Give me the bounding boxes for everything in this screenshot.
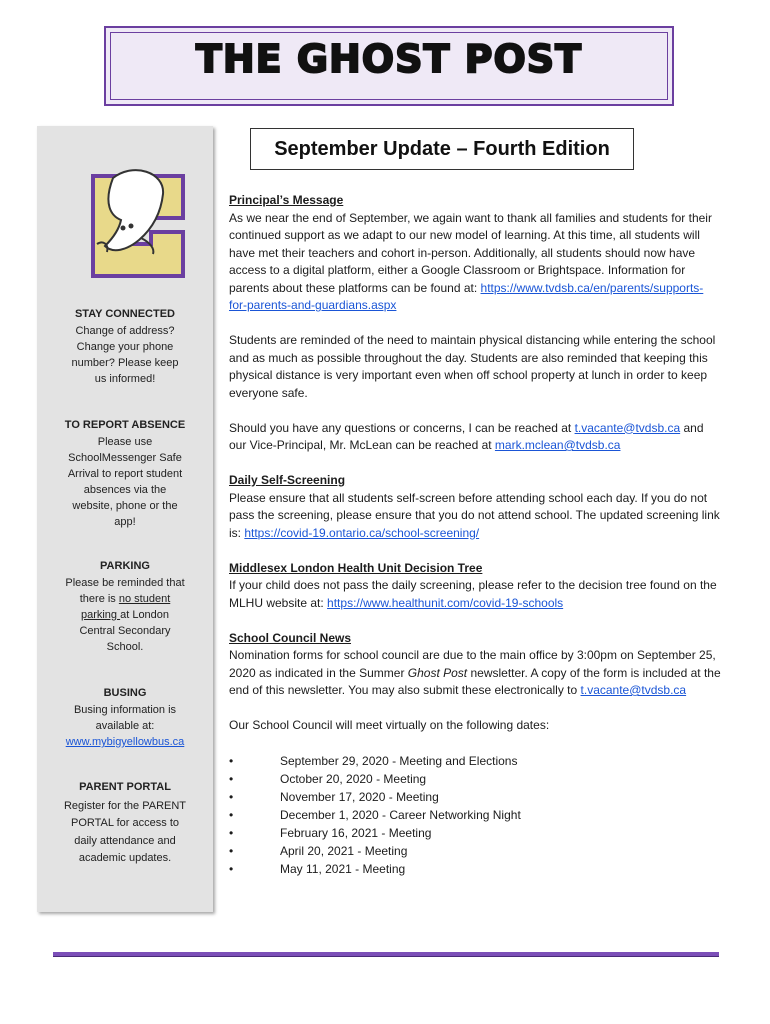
side-line: Please be reminded that [65, 577, 185, 589]
healthunit-link[interactable]: https://www.healthunit.com/covid-19-schools [327, 595, 564, 610]
list-item: • May 11, 2021 - Meeting [229, 860, 721, 878]
parking-section [37, 558, 213, 655]
side-line: SchoolMessenger Safe [68, 452, 182, 464]
list-item: • April 20, 2021 - Meeting [229, 842, 721, 860]
principal-email-link[interactable]: t.vacante@tvdsb.ca [574, 420, 681, 435]
school-council-heading: School Council News [229, 630, 352, 645]
side-line: Register for the PARENT [63, 799, 187, 812]
meetings-intro: Our School Council will meet virtually on the following dates: [229, 718, 550, 732]
parent-portal-section [37, 779, 213, 868]
council-body: Nomination forms for school council are due to the main office by 3:00pm on September 25, 2020 as indicated in the Summer [229, 648, 716, 680]
newsletter-title: THE GHOST POST [195, 37, 583, 81]
questions-text: Should you have any questions or concerns, I can be reached at [229, 420, 575, 435]
side-line: Central Secondary [79, 625, 171, 637]
side-line: academic updates. [78, 852, 172, 864]
list-item: • February 16, 2021 - Meeting [229, 824, 721, 842]
side-line: available at: [95, 720, 155, 732]
principal-message [229, 192, 721, 315]
side-line: number? Please keep [71, 357, 179, 369]
side-line: Change of address? [75, 325, 175, 337]
self-screening-body: Please ensure that all students self-screen before attending school each day. If you do not pass the screening, please ensure that you do not attend school. The updated screening link is: [229, 490, 720, 540]
questions-text: and our Vice-Principal, Mr. McLean can be reached at [229, 420, 704, 452]
meeting-dates-list [229, 752, 721, 878]
health-unit-heading: Middlesex London Health Unit Decision Tree [229, 560, 483, 575]
side-line: absences via the [83, 484, 167, 496]
principal-body: As we near the end of September, we again want to thank all families and students for their continued support as we adapt to our new model of learning. At this time, all students will have met their teachers and cohort in-person. Additionally, all students should now have access to a digital platform, either a Google Classroom or Brightspace. Information for parents about these platforms can be found at: [229, 210, 712, 295]
side-text: there is [79, 593, 119, 605]
footer-divider [53, 952, 719, 957]
edition-title: September Update – Fourth Edition [274, 137, 610, 160]
busing-heading: BUSING [103, 687, 147, 699]
side-line: Busing information is [73, 704, 177, 716]
busing-section [37, 685, 213, 750]
stay-connected-section [37, 306, 213, 387]
questions-paragraph [229, 420, 721, 455]
busing-link[interactable]: www.mybigyellowbus.ca [65, 736, 185, 748]
council-email-link[interactable]: t.vacante@tvdsb.ca [580, 683, 687, 697]
health-unit-section [229, 560, 721, 613]
side-line: Change your phone [76, 341, 174, 353]
side-line: Arrival to report student [67, 468, 183, 480]
tvdsb-parents-link[interactable]: https://www.tvdsb.ca/en/parents/supports-for-parents-and-guardians.aspx [229, 280, 704, 312]
ghost-c-logo [83, 168, 191, 280]
vp-email-link[interactable]: mark.mclean@tvdsb.ca [494, 438, 621, 452]
side-line: Please use [97, 436, 153, 448]
principal-heading: Principal’s Message [229, 193, 344, 207]
parking-underline: parking [80, 609, 121, 621]
masthead-frame [110, 32, 668, 100]
distancing-paragraph: Students are reminded of the need to maintain physical distancing while entering the school and as much as possible throughout the day. Students are also reminded that keeping this physical distance is very important even when off school property at lunch in order to keep everyone safe. [229, 333, 716, 400]
side-line: School. [106, 641, 144, 653]
main-content [229, 192, 721, 878]
report-absence-section [37, 417, 213, 530]
side-line: PORTAL for access to [70, 817, 179, 829]
list-item: • November 17, 2020 - Meeting [229, 788, 721, 806]
side-line [37, 607, 213, 623]
edition-title-box [250, 128, 634, 170]
list-item: • October 20, 2020 - Meeting [229, 770, 721, 788]
list-item: • September 29, 2020 - Meeting and Elections [229, 752, 721, 770]
self-screening-heading: Daily Self-Screening [229, 473, 346, 487]
side-line: us informed! [94, 373, 156, 385]
ghost-post-italic: Ghost Post [407, 665, 468, 680]
masthead-banner [104, 26, 674, 106]
side-line: daily attendance and [74, 834, 176, 847]
list-item: • December 1, 2020 - Career Networking Night [229, 806, 721, 824]
stay-connected-heading: STAY CONNECTED [74, 308, 176, 320]
health-unit-body: If your child does not pass the daily screening, please refer to the decision tree found on the MLHU website at: [229, 578, 717, 610]
no-student-parking-underline: no student [118, 593, 171, 605]
parking-heading: PARKING [100, 560, 150, 572]
school-council-section [229, 630, 721, 700]
sidebar [37, 126, 213, 912]
side-line [37, 591, 213, 607]
side-line: app! [114, 516, 136, 528]
report-absence-heading: TO REPORT ABSENCE [64, 419, 186, 431]
parent-portal-heading: PARENT PORTAL [79, 781, 171, 793]
side-line: website, phone or the [72, 500, 178, 512]
screening-link[interactable]: https://covid-19.ontario.ca/school-screening/ [244, 525, 480, 540]
self-screening-section [229, 472, 721, 542]
side-text: at London [120, 609, 170, 621]
council-body: newsletter. A copy of the form is included at the end of this newsletter. You may also submit these electronically to [229, 665, 721, 697]
